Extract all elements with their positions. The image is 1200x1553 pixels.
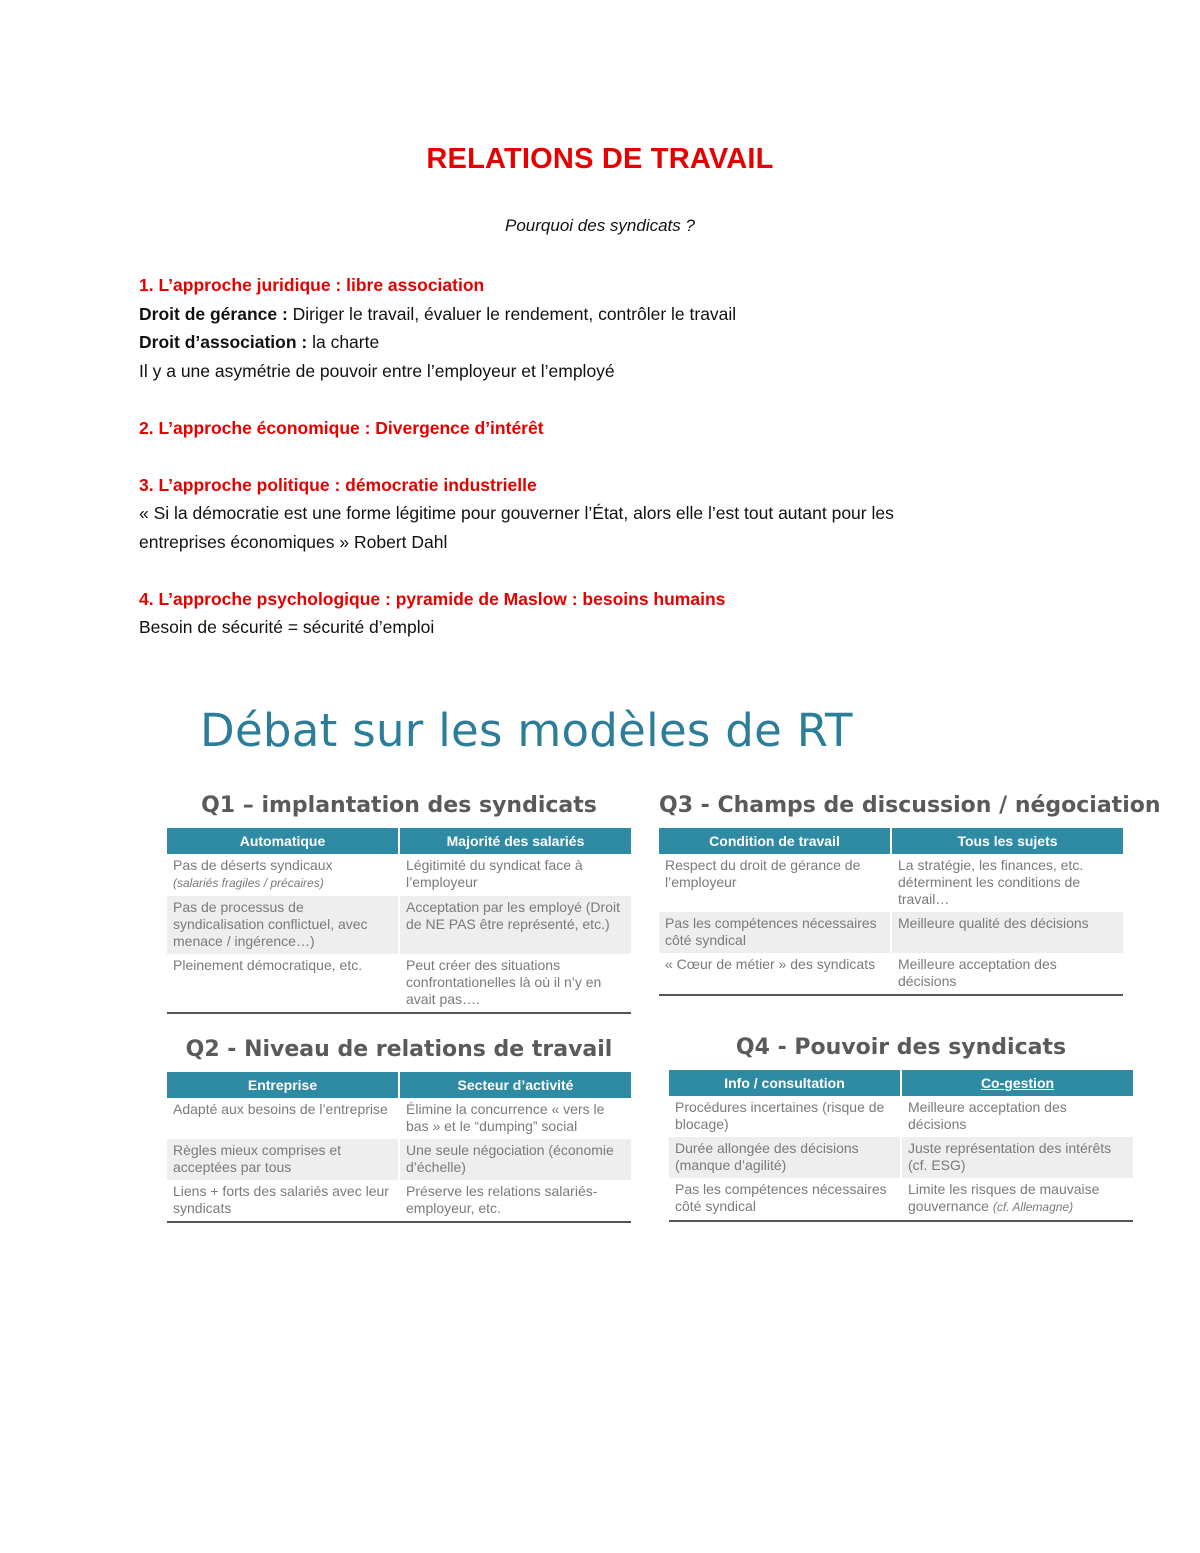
q1-title: Q1 – implantation des syndicats bbox=[201, 793, 597, 818]
table-cell: Pas les compétences nécessaires côté syndical bbox=[669, 1178, 901, 1221]
q3-header-2: Tous les sujets bbox=[891, 828, 1123, 854]
table-cell: Meilleure acceptation des décisions bbox=[908, 1099, 1067, 1132]
q4-title: Q4 - Pouvoir des syndicats bbox=[735, 1035, 1067, 1060]
table-row bbox=[669, 1137, 1133, 1178]
table-cell: Juste représentation des intérêts (cf. ESG) bbox=[901, 1137, 1133, 1178]
q1-header-1: Automatique bbox=[167, 828, 399, 854]
table-cell: Pleinement démocratique, etc. bbox=[167, 954, 399, 1013]
q3-block bbox=[659, 793, 1161, 996]
table-row bbox=[167, 1098, 631, 1139]
q1-block bbox=[167, 793, 631, 1014]
table-row bbox=[167, 854, 631, 896]
label-droit-gerance: Droit de gérance : bbox=[139, 303, 288, 324]
q4-header-2: Co-gestion bbox=[901, 1070, 1133, 1096]
table-cell: Meilleure qualité des décisions bbox=[891, 912, 1123, 953]
q3-table bbox=[659, 828, 1123, 996]
table-cell: « Cœur de métier » des syndicats bbox=[659, 953, 891, 995]
q3-header-1: Condition de travail bbox=[659, 828, 891, 854]
table-cell-note: (salariés fragiles / précaires) bbox=[173, 876, 324, 890]
slide-title: Débat sur les modèles de RT bbox=[200, 704, 853, 757]
table-row bbox=[659, 953, 1123, 995]
table-cell-note: (cf. Allemagne) bbox=[992, 1200, 1074, 1214]
label-droit-association: Droit d’association : bbox=[139, 332, 308, 352]
table-row bbox=[167, 954, 631, 1013]
q2-table bbox=[167, 1072, 631, 1223]
table-cell: Pas les compétences nécessaires côté syndical bbox=[659, 912, 891, 953]
q2-title: Q2 - Niveau de relations de travail bbox=[185, 1037, 613, 1062]
q1-table bbox=[167, 828, 631, 1014]
table-cell: Légitimité du syndicat face à l’employeur bbox=[406, 857, 583, 890]
table-cell: Acceptation par les employé (Droit de NE PAS être représenté, etc.) bbox=[399, 896, 631, 954]
table-cell: Pas de processus de syndicalisation conflictuel, avec menace / ingérence…) bbox=[167, 896, 399, 954]
table-cell: Respect du droit de gérance de l’employeur bbox=[659, 854, 891, 912]
table-row bbox=[167, 896, 631, 954]
q3-title: Q3 - Champs de discussion / négociation bbox=[659, 793, 1161, 818]
table-cell: Pas de déserts syndicaux (salariés fragiles / précaires) bbox=[167, 854, 399, 896]
q1-header-2: Majorité des salariés bbox=[399, 828, 631, 854]
table-cell: Limite les risques de mauvaise gouvernance (cf. Allemagne) bbox=[901, 1178, 1133, 1221]
table-cell: Liens + forts des salariés avec leur syndicats bbox=[167, 1180, 399, 1222]
document-subtitle: Pourquoi des syndicats ? bbox=[505, 216, 695, 235]
table-row bbox=[167, 1139, 631, 1180]
section-1-heading: 1. L’approche juridique : libre association bbox=[139, 275, 485, 295]
table-cell: Règles mieux comprises et acceptées par tous bbox=[167, 1139, 399, 1180]
table-cell: Procédures incertaines (risque de blocage) bbox=[669, 1096, 901, 1137]
section-3-quote-line-1: « Si la démocratie est une forme légitime pour gouverner l’État, alors elle l’est tout autant pour les bbox=[139, 503, 894, 523]
section-4-line-1: Besoin de sécurité = sécurité d’emploi bbox=[139, 617, 435, 637]
q2-block bbox=[167, 1037, 631, 1223]
table-row bbox=[659, 912, 1123, 953]
table-row bbox=[669, 1096, 1133, 1137]
table-cell: Une seule négociation (économie d’échelle) bbox=[399, 1139, 631, 1180]
section-3-quote-line-2: entreprises économiques » Robert Dahl bbox=[139, 531, 448, 552]
q4-block bbox=[669, 1035, 1133, 1222]
text-droit-gerance: Diriger le travail, évaluer le rendement, contrôler le travail bbox=[287, 303, 737, 324]
section-4-heading: 4. L’approche psychologique : pyramide de Maslow : besoins humains bbox=[139, 588, 726, 609]
section-2-heading: 2. L’approche économique : Divergence d’intérêt bbox=[139, 417, 544, 438]
table-row bbox=[167, 1180, 631, 1222]
q2-header-2: Secteur d’activité bbox=[399, 1072, 631, 1098]
table-cell: Adapté aux besoins de l’entreprise bbox=[167, 1098, 399, 1139]
table-cell: Élimine la concurrence « vers le bas » et le “dumping” social bbox=[406, 1101, 605, 1134]
table-cell: Peut créer des situations confrontationelles là où il n’y en avait pas…. bbox=[399, 954, 631, 1013]
document-title: RELATIONS DE TRAVAIL bbox=[426, 143, 774, 175]
table-row bbox=[659, 854, 1123, 912]
q4-header-1: Info / consultation bbox=[669, 1070, 901, 1096]
document-body bbox=[139, 271, 1069, 642]
section-1-line-1 bbox=[139, 300, 1069, 329]
table-cell: Meilleure acceptation des décisions bbox=[891, 953, 1123, 995]
section-1-line-2 bbox=[139, 328, 1069, 357]
q2-header-1: Entreprise bbox=[167, 1072, 399, 1098]
q4-table bbox=[669, 1070, 1133, 1222]
text-droit-association: la charte bbox=[307, 332, 380, 352]
table-cell: Durée allongée des décisions (manque d’agilité) bbox=[669, 1137, 901, 1178]
section-3-heading: 3. L’approche politique : démocratie industrielle bbox=[139, 474, 537, 495]
table-cell: Préserve les relations salariés-employeur, etc. bbox=[399, 1180, 631, 1222]
section-1-line-3: Il y a une asymétrie de pouvoir entre l’employeur et l’employé bbox=[139, 360, 615, 381]
table-row bbox=[669, 1178, 1133, 1221]
table-cell: La stratégie, les finances, etc. déterminent les conditions de travail… bbox=[898, 857, 1084, 907]
